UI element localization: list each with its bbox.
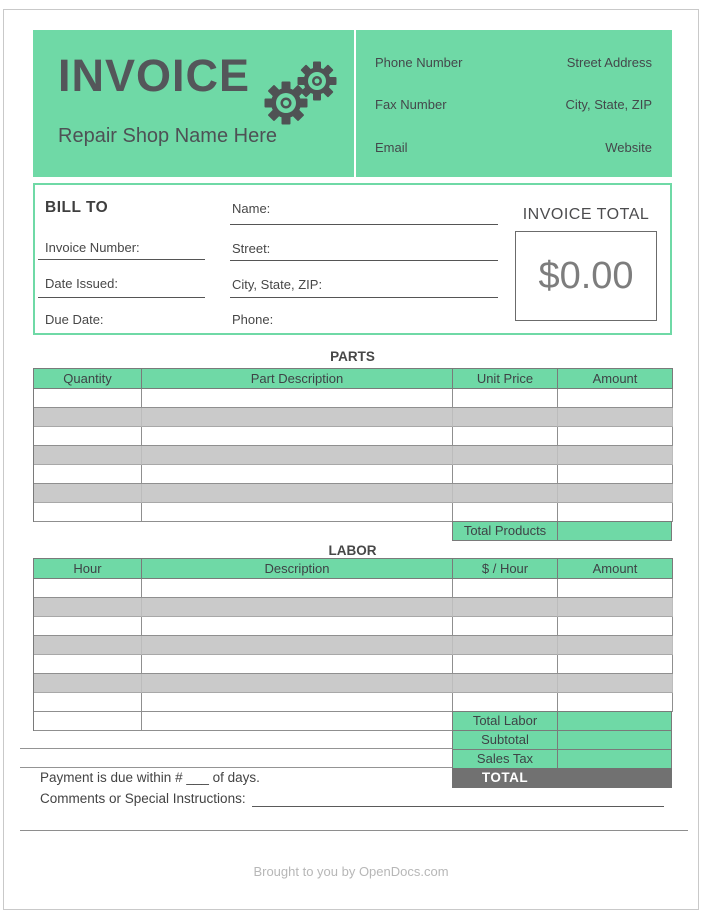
- empty-cell[interactable]: [558, 503, 673, 522]
- empty-cell[interactable]: [558, 484, 673, 503]
- empty-cell[interactable]: [142, 693, 453, 712]
- city-state-zip-line[interactable]: [230, 297, 498, 298]
- empty-cell[interactable]: [142, 598, 453, 617]
- empty-cell[interactable]: [453, 465, 558, 484]
- street-address-label: Street Address: [566, 55, 652, 70]
- column-header: Part Description: [142, 369, 453, 389]
- empty-cell[interactable]: [558, 636, 673, 655]
- empty-cell[interactable]: [142, 427, 453, 446]
- total-labor-label: Total Labor: [452, 711, 558, 731]
- street-label: Street:: [232, 241, 271, 256]
- empty-cell[interactable]: [558, 446, 673, 465]
- total-labor-value[interactable]: [557, 711, 672, 731]
- invoice-page: [3, 9, 699, 910]
- fax-number-label: Fax Number: [375, 97, 447, 112]
- writing-line-1[interactable]: [20, 748, 452, 749]
- empty-cell[interactable]: [558, 427, 673, 446]
- empty-cell[interactable]: [34, 712, 142, 731]
- bill-to-panel: [33, 183, 672, 335]
- grand-total-value[interactable]: [558, 768, 672, 788]
- empty-cell[interactable]: [34, 655, 142, 674]
- header-contact-panel: [356, 30, 672, 177]
- empty-cell[interactable]: [453, 579, 558, 598]
- empty-cell[interactable]: [558, 655, 673, 674]
- subtotal-value[interactable]: [557, 730, 672, 750]
- invoice-number-line[interactable]: [38, 259, 205, 260]
- sales-tax-label: Sales Tax: [452, 749, 558, 769]
- comments-line[interactable]: [252, 806, 664, 807]
- due-date-label: Due Date:: [45, 312, 104, 327]
- total-products-value[interactable]: [557, 521, 672, 541]
- labor-table: [33, 558, 673, 731]
- empty-cell[interactable]: [34, 579, 142, 598]
- empty-cell[interactable]: [34, 674, 142, 693]
- empty-cell[interactable]: [142, 712, 453, 731]
- shop-name: Repair Shop Name Here: [58, 125, 277, 147]
- name-label: Name:: [232, 201, 271, 216]
- empty-cell[interactable]: [34, 465, 142, 484]
- empty-cell[interactable]: [558, 617, 673, 636]
- subtotal-label: Subtotal: [452, 730, 558, 750]
- empty-cell[interactable]: [558, 674, 673, 693]
- extra-writing-line[interactable]: [20, 830, 688, 831]
- empty-cell[interactable]: [453, 598, 558, 617]
- column-header: Amount: [558, 559, 673, 579]
- comments-label: Comments or Special Instructions:: [40, 791, 246, 806]
- phone-field-label: Phone:: [232, 312, 274, 327]
- column-header: Hour: [34, 559, 142, 579]
- empty-cell[interactable]: [34, 408, 142, 427]
- sales-tax-value[interactable]: [557, 749, 672, 769]
- parts-section-title: PARTS: [330, 349, 375, 364]
- empty-cell[interactable]: [142, 674, 453, 693]
- empty-cell[interactable]: [34, 389, 142, 408]
- empty-cell[interactable]: [34, 598, 142, 617]
- empty-cell[interactable]: [34, 446, 142, 465]
- empty-cell[interactable]: [558, 389, 673, 408]
- empty-cell[interactable]: [453, 408, 558, 427]
- empty-cell[interactable]: [142, 446, 453, 465]
- empty-cell[interactable]: [453, 427, 558, 446]
- email-label: Email: [375, 140, 408, 155]
- city-state-zip-field-label: City, State, ZIP:: [232, 277, 323, 292]
- empty-cell[interactable]: [558, 408, 673, 427]
- empty-cell[interactable]: [142, 655, 453, 674]
- empty-cell[interactable]: [453, 617, 558, 636]
- empty-cell[interactable]: [453, 484, 558, 503]
- column-header: $ / Hour: [453, 559, 558, 579]
- date-issued-label: Date Issued:: [45, 276, 118, 291]
- grand-total-label: TOTAL: [481, 770, 529, 785]
- labor-section-title: LABOR: [328, 543, 377, 558]
- bill-to-heading: BILL TO: [45, 199, 109, 216]
- empty-cell[interactable]: [453, 693, 558, 712]
- empty-cell[interactable]: [34, 484, 142, 503]
- invoice-title: INVOICE: [58, 50, 251, 101]
- empty-cell[interactable]: [142, 579, 453, 598]
- footer-credit: Brought to you by OpenDocs.com: [253, 864, 449, 879]
- column-header: Quantity: [34, 369, 142, 389]
- column-header: Amount: [558, 369, 673, 389]
- empty-cell[interactable]: [142, 503, 453, 522]
- empty-cell[interactable]: [558, 579, 673, 598]
- empty-cell[interactable]: [34, 636, 142, 655]
- grand-total-bar: [452, 768, 672, 788]
- empty-cell[interactable]: [142, 617, 453, 636]
- empty-cell[interactable]: [453, 674, 558, 693]
- website-label: Website: [605, 140, 652, 155]
- writing-line-2[interactable]: [20, 767, 452, 768]
- empty-cell[interactable]: [142, 484, 453, 503]
- empty-cell[interactable]: [453, 503, 558, 522]
- invoice-total-label: INVOICE TOTAL: [522, 206, 650, 223]
- column-header: Description: [142, 559, 453, 579]
- empty-cell[interactable]: [34, 617, 142, 636]
- empty-cell[interactable]: [558, 693, 673, 712]
- empty-cell[interactable]: [453, 389, 558, 408]
- date-issued-line[interactable]: [38, 297, 205, 298]
- empty-cell[interactable]: [142, 465, 453, 484]
- total-products-label: Total Products: [452, 521, 558, 541]
- empty-cell[interactable]: [453, 655, 558, 674]
- invoice-number-label: Invoice Number:: [45, 240, 140, 255]
- empty-cell[interactable]: [453, 446, 558, 465]
- empty-cell[interactable]: [142, 636, 453, 655]
- city-state-zip-label: City, State, ZIP: [565, 97, 652, 112]
- empty-cell[interactable]: [34, 427, 142, 446]
- empty-cell[interactable]: [558, 598, 673, 617]
- column-header: Unit Price: [453, 369, 558, 389]
- empty-cell[interactable]: [142, 408, 453, 427]
- empty-cell[interactable]: [453, 636, 558, 655]
- gears-icon: [261, 54, 345, 126]
- empty-cell[interactable]: [142, 389, 453, 408]
- header-left-panel: [33, 30, 354, 177]
- name-line[interactable]: [230, 224, 498, 225]
- phone-number-label: Phone Number: [375, 55, 463, 70]
- payment-terms-text: Payment is due within # ___ of days.: [40, 770, 260, 785]
- invoice-total-value[interactable]: $0.00: [515, 231, 657, 321]
- parts-table: [33, 368, 673, 522]
- street-line[interactable]: [230, 260, 498, 261]
- empty-cell[interactable]: [34, 503, 142, 522]
- empty-cell[interactable]: [558, 465, 673, 484]
- empty-cell[interactable]: [34, 693, 142, 712]
